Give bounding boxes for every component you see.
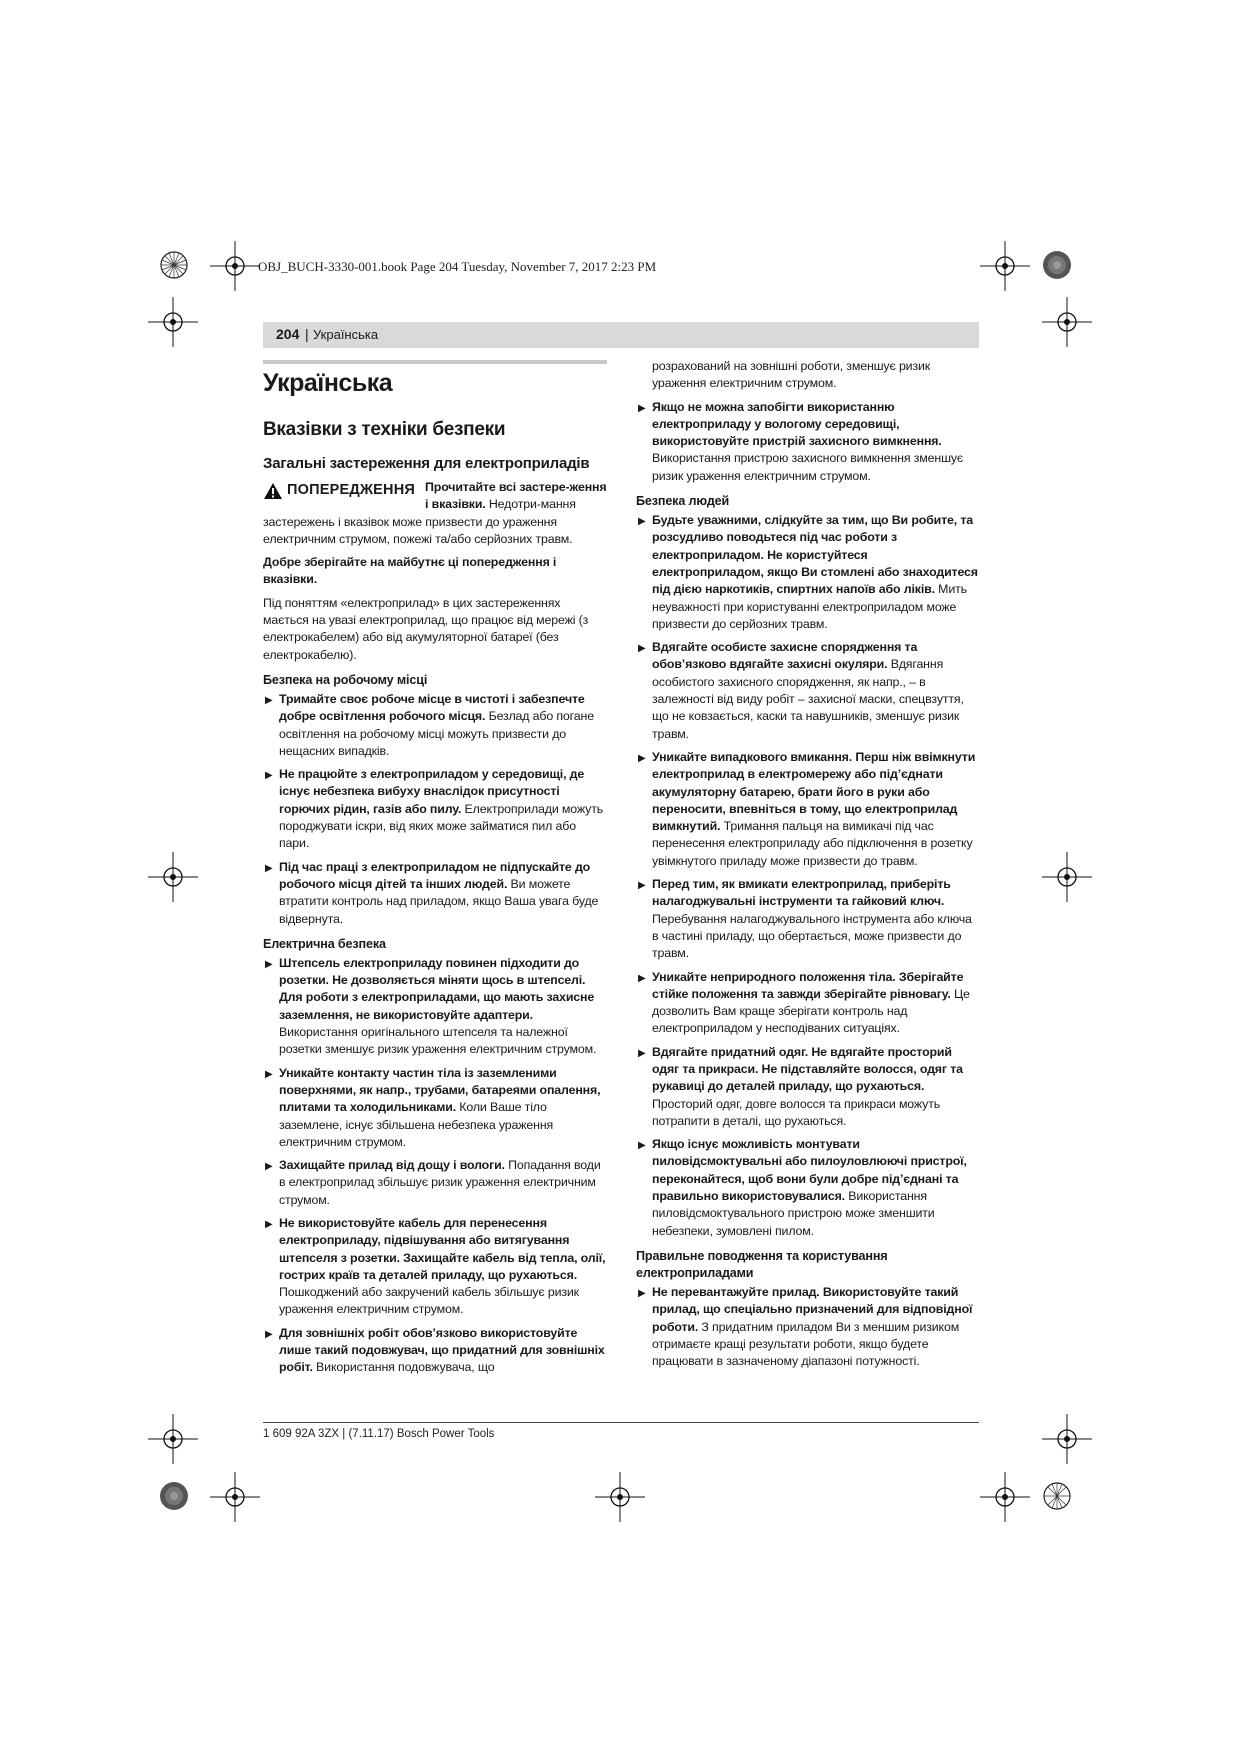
registration-mark-icon: [1037, 1476, 1077, 1516]
warning-triangle-icon: [263, 482, 283, 500]
item-text: Пошкоджений або закручений кабель збільшує ризик ураження електричним струмом.: [279, 1285, 579, 1317]
list-item: [263, 859, 607, 928]
people-heading: Безпека людей: [636, 494, 730, 509]
handling-heading: Правильне поводження та користування електроприладами: [636, 1248, 888, 1280]
item-text: Це дозволить Вам краще зберігати контроль над електроприладом у несподіваних ситуаціях.: [652, 986, 970, 1036]
item-bold: Якщо не можна запобігти використанню електроприладу у вологому середовищі, використовуйте пристрій захисного вимкнення.: [652, 399, 942, 449]
item-bold: Під час праці з електроприладом не підпускайте до робочого місця дітей та інших людей.: [279, 859, 591, 891]
item-text: Використання пристрою захисного вимкнення зменшує ризик ураження електричним струмом.: [652, 451, 964, 483]
general-warning: [263, 479, 607, 548]
bullet-triangle-icon: ▶: [265, 770, 273, 782]
continuation-text: розрахований на зовнішні роботи, зменшує ризик ураження електричним струмом.: [652, 359, 931, 391]
item-text: З придатним приладом Ви з меншим ризиком отримаєте кращі результати роботи, якщо будете працювати в зазначеному діапазоні потужності.: [652, 1319, 960, 1369]
definition-text: Під поняттям «електроприлад» в цих застереженнях мається на увазі електроприлад, що працює від мережі (з електрокабелем) або від акумуляторної батареї (без електрокабелю).: [263, 595, 589, 662]
bullet-triangle-icon: ▶: [265, 1161, 273, 1173]
bullet-triangle-icon: ▶: [638, 972, 646, 984]
keep-notice: Добре зберігайте на майбутнє ці попередження і вказівки.: [263, 555, 557, 587]
warning-label: ПОПЕРЕДЖЕННЯ: [287, 482, 416, 499]
item-text: Мить неуважності при користуванні електроприладом може призвести до серйозних травм.: [652, 582, 967, 631]
bullet-triangle-icon: ▶: [638, 643, 646, 655]
bullet-triangle-icon: ▶: [265, 1218, 273, 1230]
crosshair-icon: [148, 297, 198, 347]
list-item: [636, 1044, 980, 1130]
item-text: Використання пиловідсмоктувального пристрою може зменшити небезпеки, зумовлені пилом.: [652, 1189, 935, 1238]
crosshair-icon: [148, 852, 198, 902]
warning-bold: Прочитайте всі застере-ження і вказівки.: [425, 480, 607, 512]
item-text: Коли Ваше тіло заземлене, існує збільшена небезпека ураження електричним струмом.: [279, 1100, 554, 1149]
crosshair-icon: [210, 1472, 260, 1522]
list-item: [263, 1325, 607, 1377]
page-title: Українська: [263, 369, 393, 397]
crosshair-icon: [1042, 297, 1092, 347]
color-target-icon: [154, 1476, 194, 1516]
crosshair-icon: [1042, 1414, 1092, 1464]
list-item: [636, 399, 980, 485]
bullet-triangle-icon: ▶: [265, 1068, 273, 1080]
bullet-triangle-icon: ▶: [265, 862, 273, 874]
item-text: Просторий одяг, довге волосся та прикраси можуть потрапити в деталі, що рухаються.: [652, 1096, 941, 1128]
item-bold: Уникайте випадкового вмикання. Перш ніж ввімкнути електроприлад в електромережу або під’єднати акумуляторну батарею, брати його в руки або переносити, впевніться в тому, що електроприлад вимкнутий.: [652, 749, 976, 834]
item-bold: Не працюйте з електроприладом у середовищі, де існує небезпека вибуху внаслідок присутності горючих рідин, газів або пилу.: [279, 767, 585, 816]
page-number: 204: [276, 326, 300, 342]
item-text: Електроприлади можуть породжувати іскри, від яких може займатися пил або пари.: [279, 801, 604, 851]
item-text: Вдягання особистого захисного спорядження, як напр., – в залежності від виду робіт – захисної маски, спецвзуття, що не ковзається, каски та навушників, зменшує ризик травм.: [652, 657, 964, 741]
page-header-language: Українська: [313, 327, 379, 342]
bullet-triangle-icon: ▶: [638, 1287, 646, 1299]
bullet-triangle-icon: ▶: [265, 694, 273, 706]
item-bold: Не використовуйте кабель для перенесення електроприладу, підвішування або витягування штепселя з розетки. Захищайте кабель від тепла, олії, гострих країв та деталей приладу, що рухаються.: [279, 1215, 606, 1282]
item-bold: Захищайте прилад від дощу і вологи.: [279, 1158, 505, 1173]
item-bold: Штепсель електроприладу повинен підходити до розетки. Не дозволяється міняти щось в штепселі. Для роботи з електроприладами, що мають захисне заземлення, не використовуйте адаптери.: [279, 955, 595, 1022]
left-column: [263, 358, 607, 1383]
item-text: Безлад або погане освітлення на робочому місці можуть призвести до нещасних випадків.: [279, 709, 594, 758]
list-item: [263, 1215, 607, 1319]
registration-mark-icon: [154, 245, 194, 285]
bullet-triangle-icon: ▶: [638, 880, 646, 892]
footer-divider: [263, 1422, 979, 1423]
list-item: [636, 512, 980, 633]
crosshair-icon: [595, 1472, 645, 1522]
item-bold: Перед тим, як вмикати електроприлад, приберіть налагоджувальні інструменти та гайковий ключ.: [652, 877, 951, 909]
workplace-heading: Безпека на робочому місці: [263, 672, 428, 687]
bullet-triangle-icon: ▶: [265, 1328, 273, 1340]
subsection-title: Загальні застереження для електроприладів: [263, 455, 590, 472]
item-bold: Уникайте неприродного положення тіла. Зберігайте стійке положення та завжди зберігайте рівновагу.: [652, 969, 964, 1001]
item-bold: Для зовнішніх робіт обов’язково використовуйте лише такий подовжувач, що придатний для зовнішніх робіт.: [279, 1325, 605, 1375]
item-bold: Вдягайте придатний одяг. Не вдягайте просторий одяг та прикраси. Не підставляйте волосся, одяг та рукавиці до деталей приладу, що рухаються.: [652, 1044, 963, 1094]
right-column: [636, 358, 980, 1376]
list-item: [636, 969, 980, 1038]
crosshair-icon: [148, 1414, 198, 1464]
list-item: [636, 639, 980, 743]
item-text: Ви можете втратити контроль над приладом, якщо Ваша увага буде відвернута.: [279, 876, 599, 926]
electrical-heading: Електрична безпека: [263, 936, 386, 951]
crosshair-icon: [210, 241, 260, 291]
item-text: Використання подовжувача, що: [312, 1360, 495, 1375]
crosshair-icon: [980, 1472, 1030, 1522]
item-bold: Тримайте своє робоче місце в чистоті і забезпечте добре освітлення робочого місця.: [279, 691, 585, 724]
crosshair-icon: [980, 241, 1030, 291]
warning-badge: [263, 479, 415, 500]
list-item: [263, 691, 607, 760]
item-text: Попадання води в електроприлад збільшує ризик ураження електричним струмом.: [279, 1158, 601, 1207]
color-target-icon: [1037, 245, 1077, 285]
list-item: [263, 1157, 607, 1209]
bullet-triangle-icon: ▶: [638, 516, 646, 528]
item-bold: Будьте уважними, слідкуйте за тим, що Ви робите, та розсудливо поводьтеся під час роботи з електроприладом. Не користуйтеся електроприладом, якщо Ви стомлені або знаходитеся під дією наркотиків, спиртних напоїв або ліків.: [652, 513, 978, 597]
page-header-separator: |: [305, 326, 309, 342]
item-text: Використання оригінального штепселя та належної розетки зменшує ризик ураження електричним струмом.: [279, 1025, 597, 1057]
item-text: Тримання пальця на вимикачі під час перенесення електроприладу або підключення в розетку увімкнутого приладу може призвести до травм.: [652, 819, 973, 868]
warning-text: Недотри-мання застережень і вказівок може призвести до ураження електричним струмом, пожежі та/або серйозних травм.: [263, 497, 576, 546]
list-item: [636, 749, 980, 870]
list-item: [636, 876, 980, 962]
item-bold: Уникайте контакту частин тіла із заземленими поверхнями, як напр., трубами, батареями опалення, плитами та холодильниками.: [279, 1065, 601, 1115]
list-item: [636, 1284, 980, 1370]
list-item: [263, 955, 607, 1059]
list-item: [263, 766, 607, 852]
bullet-triangle-icon: ▶: [638, 402, 646, 414]
item-text: Перебування налагоджувального інструмента або ключа в частині приладу, що обертається, може призвести до травм.: [652, 911, 972, 961]
crosshair-icon: [1042, 852, 1092, 902]
page-header-bar: [263, 322, 979, 348]
item-bold: Не перевантажуйте прилад. Використовуйте такий прилад, що спеціально призначений для відповідної роботи.: [652, 1284, 973, 1334]
list-item: [636, 1136, 980, 1240]
bullet-triangle-icon: ▶: [638, 1140, 646, 1152]
list-item: [263, 1065, 607, 1151]
bullet-triangle-icon: ▶: [638, 1047, 646, 1059]
print-header: OBJ_BUCH-3330-001.book Page 204 Tuesday, November 7, 2017 2:23 PM: [258, 259, 657, 274]
item-bold: Якщо існує можливість монтувати пиловідсмоктувальні або пилоуловлюючі пристрої, переконайтеся, щоб вони були добре під’єднані та правильно використовувалися.: [652, 1137, 967, 1204]
page-footer: 1 609 92A 3ZX | (7.11.17) Bosch Power Tools: [263, 1428, 495, 1440]
item-bold: Вдягайте особисте захисне спорядження та обов’язково вдягайте захисні окуляри.: [652, 640, 918, 672]
section-title: Вказівки з техніки безпеки: [263, 419, 506, 440]
bullet-triangle-icon: ▶: [638, 752, 646, 764]
bullet-triangle-icon: ▶: [265, 958, 273, 970]
